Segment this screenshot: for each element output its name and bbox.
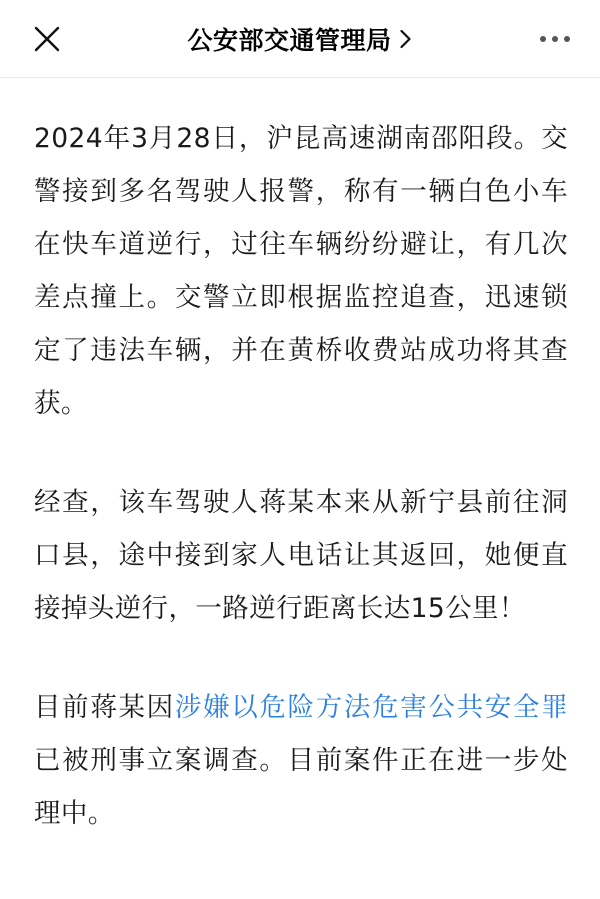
close-icon[interactable] bbox=[30, 22, 64, 56]
more-dot-3 bbox=[564, 36, 570, 42]
article-paragraph-2 bbox=[34, 476, 568, 635]
chevron-right-icon bbox=[399, 28, 413, 50]
page-title: 公安部交通管理局 bbox=[187, 26, 392, 55]
charge-highlight-link[interactable]: 涉嫌以危险方法危害公共安全罪 bbox=[174, 692, 568, 723]
top-navigation-bar bbox=[0, 0, 600, 78]
article-paragraph-1 bbox=[34, 112, 568, 430]
more-dot-2 bbox=[552, 36, 558, 42]
paragraph-text: 目前蒋某因 bbox=[34, 692, 175, 723]
more-options-icon[interactable] bbox=[536, 30, 574, 48]
article-paragraph-3 bbox=[34, 681, 568, 840]
more-dot-1 bbox=[540, 36, 546, 42]
paragraph-text: 已被刑事立案调查。目前案件正在进一步处理中。 bbox=[34, 745, 568, 829]
paragraph-text: 经查，该车驾驶人蒋某本来从新宁县前往洞口县，途中接到家人电话让其返回，她便直接掉头逆行，一路逆行距离长达15公里！ bbox=[34, 487, 568, 624]
paragraph-text: 2024年3月28日，沪昆高速湖南邵阳段。交警接到多名驾驶人报警，称有一辆白色小车在快车道逆行，过往车辆纷纷避让，有几次差点撞上。交警立即根据监控追查，迅速锁定了违法车辆，并在黄桥收费站成功将其查获。 bbox=[34, 123, 568, 419]
article-body bbox=[0, 78, 600, 840]
account-title-group[interactable] bbox=[187, 21, 412, 57]
